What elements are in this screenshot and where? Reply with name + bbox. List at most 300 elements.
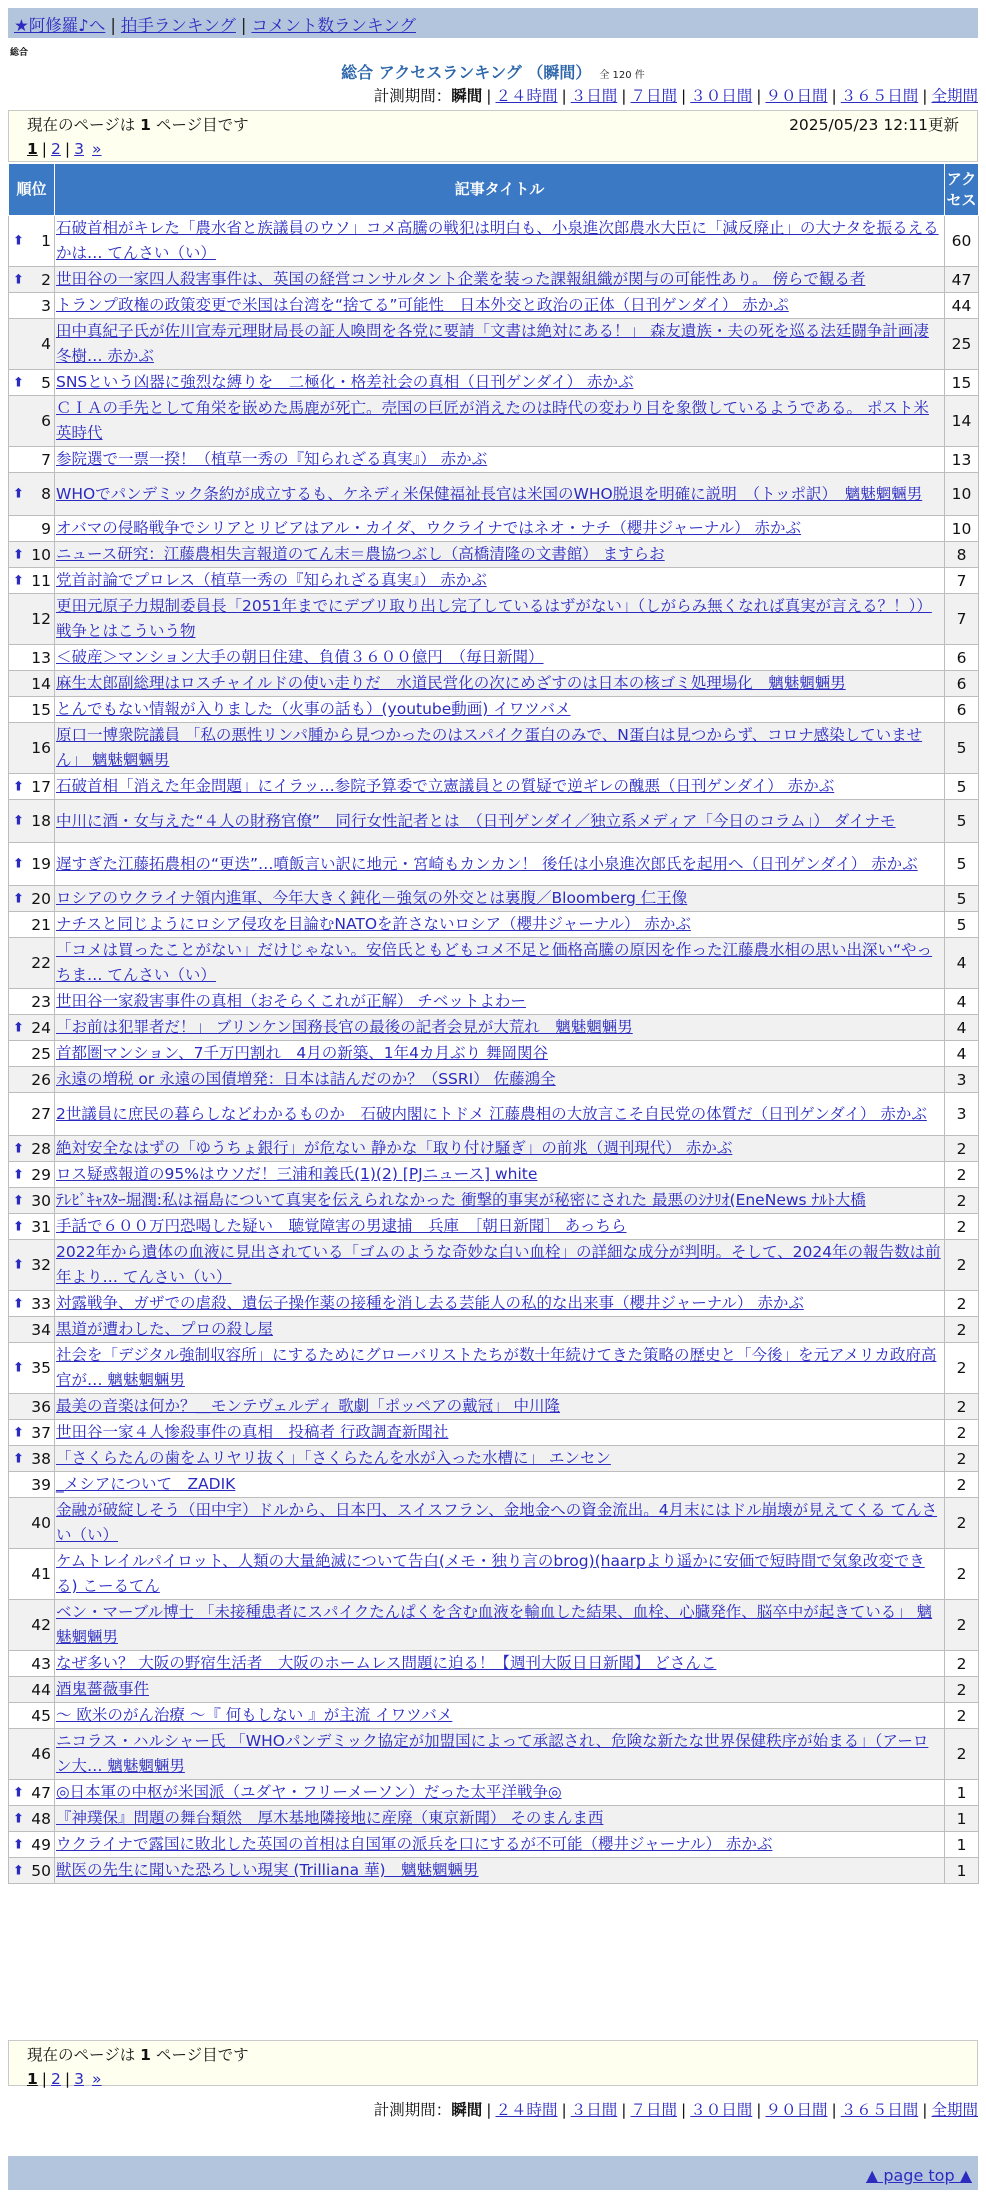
rank-cell (9, 542, 55, 568)
title-cell (55, 1472, 945, 1498)
access-count: 4 (945, 1041, 979, 1067)
access-count: 2 (945, 1651, 979, 1677)
article-link[interactable]: 党首討論でプロレス（植草一秀の『知られざる真実』） 赤かぶ (56, 571, 487, 589)
nav-link-asyura[interactable]: ★阿修羅♪へ (14, 16, 106, 35)
rank-number: 28 (31, 1139, 51, 1158)
access-count: 7 (945, 568, 979, 594)
title-cell (55, 1162, 945, 1188)
table-row (9, 1093, 979, 1136)
title-cell (55, 774, 945, 800)
rank-cell (9, 568, 55, 594)
col-header-title: 記事タイトル (55, 164, 945, 216)
col-header-access: アクセス (945, 164, 979, 216)
article-link[interactable]: 中川に酒・女与えた“４人の財務官僚” 同行女性記者とは （日刊ゲンダイ／独立系メディア「今日のコラム」） ダイナモ (56, 811, 896, 830)
title-cell (55, 1703, 945, 1729)
access-count: 13 (945, 447, 979, 473)
rank-cell (9, 447, 55, 473)
period-separator: | (621, 87, 627, 105)
rank-number: 49 (31, 1835, 51, 1854)
period-separator: | (831, 87, 837, 105)
access-count: 1 (945, 1780, 979, 1806)
access-count: 4 (945, 989, 979, 1015)
article-link[interactable]: 永遠の増税 or 永遠の国債増発：日本は詰んだのか？（SSRI） 佐藤鴻全 (56, 1070, 556, 1088)
rank-up-arrow-icon: ⬆ (13, 1837, 24, 1852)
rank-up-arrow-icon: ⬆ (13, 813, 24, 829)
table-row (9, 1214, 979, 1240)
footer-bar (8, 2156, 978, 2190)
page-next-link[interactable]: » (92, 2070, 102, 2088)
rank-cell (9, 1600, 55, 1651)
access-count: 5 (945, 774, 979, 800)
access-count: 2 (945, 1188, 979, 1214)
rank-up-arrow-icon: ⬆ (13, 272, 24, 287)
article-link[interactable]: ロス疑惑報道の95%はウソだ！三浦和義氏(1)(2) [PJニュース] white (56, 1165, 538, 1183)
title-cell (55, 594, 945, 645)
period-30d[interactable]: ３０日間 (690, 2101, 753, 2119)
article-link[interactable]: 石破首相がキレた「農水省と族議員のウソ」コメ高騰の戦犯は明白も、小泉進次郎農水大臣に「減反廃止」の大ナタを振るえるかは… てんさい（い） (56, 219, 939, 262)
article-link[interactable]: ケムトレイルパイロット、人類の大量絶滅について告白(メモ・独り言のbrog)(haarpより遥かに安価で短時間で気象改変できる) こーるてん (56, 1552, 925, 1595)
page-status (27, 2043, 249, 2065)
table-row (9, 1188, 979, 1214)
table-row (9, 542, 979, 568)
article-link[interactable]: 田中真紀子氏が佐川宣寿元理財局長の証人喚問を各党に要請「文書は絶対にある！」 森友遺族・夫の死を巡る法廷闘争計画凄冬樹… 赤かぶ (56, 322, 929, 365)
title-cell (55, 1214, 945, 1240)
period-30d[interactable]: ３０日間 (690, 87, 753, 105)
access-count: 2 (945, 1240, 979, 1291)
table-row (9, 1472, 979, 1498)
article-link[interactable]: とんでもない情報が入りました（火事の話も）(youtube動画) イワツバメ (56, 700, 571, 718)
page-current: 1 (27, 140, 38, 158)
access-count: 2 (945, 1703, 979, 1729)
table-row (9, 1858, 979, 1884)
title-cell (55, 800, 945, 843)
article-link[interactable]: ニュース研究：江藤農相失言報道のてん末＝農協つぶし（高橋清隆の文書館） ますらお (56, 545, 665, 563)
nav-separator: | (240, 16, 247, 35)
rank-cell (9, 1549, 55, 1600)
article-link[interactable]: 対露戦争、ガザでの虐殺、遺伝子操作薬の接種を消し去る芸能人の私的な出来事（櫻井ジャーナル） 赤かぶ (56, 1294, 804, 1312)
rank-up-arrow-icon: ⬆ (13, 779, 24, 794)
page-info-bottom (8, 2040, 978, 2086)
article-link[interactable]: 「お前は犯罪者だ！」 ブリンケン国務長官の最後の記者会見が大荒れ 魑魅魍魎男 (56, 1018, 633, 1036)
pagination-bottom (27, 2070, 959, 2088)
rank-number: 45 (31, 1706, 51, 1725)
article-link[interactable]: トランプ政権の政策変更で米国は台湾を“捨てる”可能性 日本外交と政治の正体（日刊ゲンダイ） 赤かぷ (56, 296, 789, 314)
access-count: 6 (945, 697, 979, 723)
article-link[interactable]: 絶対安全なはずの「ゆうちょ銀行」が危ない 静かな「取り付け騒ぎ」の前兆（週刊現代） 赤かぶ (56, 1139, 733, 1157)
page-link-3[interactable]: 3 (74, 140, 85, 158)
table-row (9, 1067, 979, 1093)
title-cell (55, 1317, 945, 1343)
rank-cell (9, 989, 55, 1015)
rank-cell (9, 1394, 55, 1420)
table-row (9, 843, 979, 886)
rank-number: 42 (31, 1616, 51, 1634)
rank-up-arrow-icon: ⬆ (13, 1167, 24, 1182)
article-link[interactable]: 2世議員に庶民の暮らしなどわかるものか 石破内閣にトドメ 江藤農相の大放言こそ自民党の体質だ（日刊ゲンダイ） 赤かぶ (56, 1104, 927, 1123)
access-count: 2 (945, 1291, 979, 1317)
title-cell (55, 1041, 945, 1067)
period-separator: | (486, 2101, 492, 2119)
rank-number: 46 (31, 1745, 51, 1763)
access-count: 2 (945, 1472, 979, 1498)
title-cell (55, 1806, 945, 1832)
rank-number: 26 (31, 1070, 51, 1089)
period-3d[interactable]: ３日間 (570, 2101, 618, 2119)
access-count: 6 (945, 671, 979, 697)
rank-number: 39 (31, 1475, 51, 1494)
rank-number: 18 (31, 812, 51, 830)
access-count: 7 (945, 594, 979, 645)
article-link[interactable]: 「さくらたんの歯をムリヤリ抜く」「さくらたんを水が入った水槽に」 エンセン (56, 1449, 611, 1467)
article-link[interactable]: _メシアについて ZADIK (56, 1475, 236, 1493)
article-link[interactable]: ロシアのウクライナ領内進軍、今年大きく鈍化－強気の外交とは裏腹／Bloomberg 仁王像 (56, 889, 688, 907)
article-link[interactable]: 更田元原子力規制委員長「2051年までにデブリ取り出し完了しているはずがない」（しがらみ無くなれば真実が言える？！）） 戦争とはこういう物 (56, 597, 932, 640)
article-link[interactable]: SNSという凶器に強烈な縛りを 二極化・格差社会の真相（日刊ゲンダイ） 赤かぶ (56, 373, 634, 391)
rank-number: 47 (31, 1783, 51, 1802)
article-link[interactable]: 最美の音楽は何か？＿モンテヴェルディ 歌劇「ポッペアの戴冠」 中川隆 (56, 1397, 560, 1415)
period-24h[interactable]: ２４時間 (495, 2101, 558, 2119)
access-count: 1 (945, 1806, 979, 1832)
access-count: 2 (945, 1549, 979, 1600)
table-row (9, 1651, 979, 1677)
rank-cell (9, 473, 55, 516)
period-separator: | (681, 2101, 687, 2119)
rank-cell (9, 938, 55, 989)
access-count: 2 (945, 1394, 979, 1420)
rank-number: 13 (31, 648, 51, 667)
title-cell (55, 1446, 945, 1472)
rank-number: 24 (31, 1018, 51, 1037)
title-cell (55, 1549, 945, 1600)
rank-cell (9, 1067, 55, 1093)
rank-number: 16 (31, 739, 51, 757)
rank-number: 9 (41, 519, 51, 538)
title-cell (55, 396, 945, 447)
rank-cell (9, 516, 55, 542)
article-link[interactable]: 世田谷一家殺害事件の真相（おそらくこれが正解） チベットよわー (56, 992, 526, 1010)
rank-up-arrow-icon: ⬆ (13, 486, 24, 502)
title-cell (55, 216, 945, 267)
article-link[interactable]: 石破首相「消えた年金問題」にイラッ…参院予算委で立憲議員との質疑で逆ギレの醜悪（日刊ゲンダイ） 赤かぶ (56, 777, 835, 795)
table-row (9, 1703, 979, 1729)
table-row (9, 800, 979, 843)
table-row (9, 1600, 979, 1651)
table-row (9, 989, 979, 1015)
period-all[interactable]: 全期間 (931, 87, 978, 105)
table-row (9, 1677, 979, 1703)
rank-number: 19 (31, 855, 51, 873)
title-cell (55, 1498, 945, 1549)
access-count: 47 (945, 267, 979, 293)
article-link[interactable]: 世田谷の一家四人殺害事件は、英国の経営コンサルタント企業を装った課報組織が関与の可能性あり。 傍らで観る者 (56, 270, 866, 288)
rank-number: 41 (31, 1565, 51, 1583)
article-link[interactable]: 参院選で一票一揆！（植草一秀の『知られざる真実』） 赤かぶ (56, 450, 488, 468)
access-count: 5 (945, 843, 979, 886)
title-cell (55, 1093, 945, 1136)
rank-cell (9, 1677, 55, 1703)
period-separator: | (621, 2101, 627, 2119)
period-7d[interactable]: ７日間 (630, 2101, 677, 2119)
page-top-link[interactable]: ▲ page top ▲ (865, 2166, 972, 2185)
rank-cell (9, 912, 55, 938)
article-link[interactable]: ベン・マーブル博士 「未接種患者にスパイクたんぱくを含む血液を輸血した結果、血栓、心臓発作、脳卒中が起きている」 魑魅魍魎男 (56, 1603, 933, 1646)
access-count: 8 (945, 542, 979, 568)
col-header-rank: 順位 (9, 164, 55, 216)
rank-cell (9, 1291, 55, 1317)
rank-number: 33 (31, 1294, 51, 1313)
article-link[interactable]: 世田谷一家４人惨殺事件の真相 投稿者 行政調査新聞社 (56, 1423, 449, 1441)
article-link[interactable]: ウクライナで露国に敗北した英国の首相は自国軍の派兵を口にするが不可能（櫻井ジャーナル） 赤かぶ (56, 1835, 773, 1853)
access-count: 25 (945, 319, 979, 370)
title-cell (55, 516, 945, 542)
pagination-top (27, 140, 959, 158)
title-cell (55, 697, 945, 723)
title-cell (55, 723, 945, 774)
access-count: 4 (945, 938, 979, 989)
page-status-suffix: ページ目です (155, 116, 249, 134)
rank-up-arrow-icon: ⬆ (13, 891, 24, 906)
title-cell (55, 645, 945, 671)
period-separator: | (561, 2101, 567, 2119)
table-header-row (9, 164, 979, 216)
rank-cell (9, 843, 55, 886)
article-link[interactable]: 獣医の先生に聞いた恐ろしい現実 (Trilliana 華) 魑魅魍魎男 (56, 1861, 479, 1879)
rank-up-arrow-icon: ⬆ (13, 1785, 24, 1800)
article-link[interactable]: 黒道が遭わした、プロの殺し屋 (56, 1320, 274, 1338)
article-link[interactable]: WHOでパンデミック条約が成立するも、ケネディ米保健福祉長官は米国のWHO脱退を明確に説明 （トッポ訳） 魑魅魍魎男 (56, 484, 923, 503)
article-link[interactable]: ＜破産＞マンション大手の朝日住建、負債３６００億円 （毎日新聞） (56, 648, 544, 666)
period-all[interactable]: 全期間 (931, 2101, 978, 2119)
rank-cell (9, 1240, 55, 1291)
title-cell (55, 267, 945, 293)
table-row (9, 1291, 979, 1317)
period-separator: | (831, 2101, 837, 2119)
period-365d[interactable]: ３６５日間 (840, 2101, 919, 2119)
article-link[interactable]: ◎日本軍の中枢が米国派（ユダヤ・フリーメーソン）だった太平洋戦争◎ (56, 1783, 562, 1801)
table-row (9, 645, 979, 671)
title-cell (55, 1729, 945, 1780)
nav-link-comment-ranking[interactable]: コメント数ランキング (251, 16, 416, 35)
rank-cell (9, 800, 55, 843)
rank-number: 36 (31, 1397, 51, 1416)
article-link[interactable]: 首都圏マンション、7千万円割れ 4月の新築、1年4カ月ぶり 舞岡関谷 (56, 1044, 548, 1062)
rank-number: 17 (31, 777, 51, 796)
article-link[interactable]: 〜 欧米のがん治療 〜『 何もしない 』が主流 イワツバメ (56, 1706, 453, 1724)
rank-cell (9, 723, 55, 774)
access-count: 2 (945, 1446, 979, 1472)
page-info-top (8, 110, 978, 162)
rank-cell (9, 396, 55, 447)
category-label: 総合 (10, 48, 29, 58)
period-90d[interactable]: ９０日間 (765, 2101, 828, 2119)
article-link[interactable]: オバマの侵略戦争でシリアとリビアはアル・カイダ、ウクライナではネオ・ナチ（櫻井ジャーナル） 赤かぶ (56, 519, 802, 537)
access-count: 1 (945, 1858, 979, 1884)
title-cell (55, 1677, 945, 1703)
article-link[interactable]: 金融が破綻しそう（田中宇）ドルから、日本円、スイスフラン、金地金への資金流出。4月末にはドル崩壊が見えてくる てんさい（い） (56, 1501, 938, 1544)
article-link[interactable]: 酒鬼薔薇事件 (56, 1680, 150, 1698)
article-link[interactable]: 社会を「デジタル強制収容所」にするためにグローバリストたちが数十年続けてきた策略の歴史と「今後」を元アメリカ政府高官が… 魑魅魍魎男 (56, 1346, 937, 1389)
page-status (27, 113, 249, 135)
table-row (9, 1162, 979, 1188)
table-row (9, 1806, 979, 1832)
title-cell (55, 1015, 945, 1041)
rank-cell (9, 293, 55, 319)
table-row (9, 370, 979, 396)
article-link[interactable]: ナチスと同じようにロシア侵攻を目論むNATOを許さないロシア（櫻井ジャーナル） 赤かぶ (56, 915, 691, 933)
rank-number: 8 (41, 485, 51, 503)
title-cell (55, 1780, 945, 1806)
title-cell (55, 1651, 945, 1677)
article-link[interactable]: 遅すぎた江藤拓農相の“更迭”…噴飯言い訳に地元・宮崎もカンカン！ 後任は小泉進次郎氏を起用へ（日刊ゲンダイ） 赤かぶ (56, 854, 918, 873)
rank-up-arrow-icon: ⬆ (13, 1219, 24, 1234)
page-status-prefix: 現在のページは (27, 2046, 136, 2064)
page-status-prefix: 現在のページは (27, 116, 136, 134)
period-separator: | (756, 87, 762, 105)
nav-separator: | (110, 16, 116, 35)
rank-number: 43 (31, 1654, 51, 1673)
updated-time: 2025/05/23 12:11更新 (789, 116, 959, 134)
article-link[interactable]: なぜ多い？ 大阪の野宿生活者 大阪のホームレス問題に迫る！【週刊大阪日日新聞】 どさんこ (56, 1654, 717, 1672)
period-current: 瞬間 (451, 2101, 483, 2119)
rank-number: 23 (31, 992, 51, 1011)
rank-number: 15 (31, 700, 51, 719)
article-link[interactable]: 麻生太郎副総理はロスチャイルドの使い走りだ 水道民営化の次にめざすのは日本の核ゴミ処理場化 魑魅魍魎男 (56, 674, 846, 692)
access-count: 2 (945, 1677, 979, 1703)
period-separator: | (561, 87, 567, 105)
period-selector-top (374, 84, 978, 106)
period-90d[interactable]: ９０日間 (765, 87, 828, 105)
table-row (9, 293, 979, 319)
page-link-3[interactable]: 3 (74, 2070, 85, 2088)
rank-up-arrow-icon: ⬆ (13, 1141, 24, 1156)
rank-cell (9, 1806, 55, 1832)
title-cell (55, 1067, 945, 1093)
access-count: 2 (945, 1343, 979, 1394)
article-link[interactable]: 『神璞保』問題の舞台類然 厚木基地隣接地に産廃（東京新聞） そのまんま西 (56, 1809, 604, 1827)
rank-cell (9, 1136, 55, 1162)
rank-cell (9, 645, 55, 671)
article-link[interactable]: ニコラス・ハルシャー氏 「WHOパンデミック協定が加盟国によって承認され、危険な新たな世界保健秩序が始まる」（アーロン大… 魑魅魍魎男 (56, 1732, 929, 1775)
article-link[interactable]: 手話で６００万円恐喝した疑い 聴覚障害の男逮捕 兵庫 ［朝日新聞］ あっちら (56, 1217, 627, 1235)
period-7d[interactable]: ７日間 (630, 87, 677, 105)
table-row (9, 1780, 979, 1806)
article-link[interactable]: 2022年から遺体の血液に見出されている「ゴムのような奇妙な白い血栓」の詳細な成分が判明。そして、2024年の報告数は前年より… てんさい（い） (56, 1243, 941, 1286)
article-link[interactable]: 原口一博衆院議員 「私の悪性リンパ腫から見つかったのはスパイク蛋白のみで、N蛋白は見つからず、コロナ感染していません」 魑魅魍魎男 (56, 726, 923, 769)
period-separator: | (922, 87, 928, 105)
page-link-2[interactable]: 2 (51, 140, 61, 158)
access-count: 60 (945, 216, 979, 267)
table-row (9, 516, 979, 542)
rank-number: 4 (41, 335, 51, 353)
rank-number: 31 (31, 1217, 51, 1236)
rank-number: 2 (41, 270, 51, 289)
title-cell (55, 1832, 945, 1858)
rank-number: 5 (41, 373, 51, 392)
title-cell (55, 1420, 945, 1446)
period-365d[interactable]: ３６５日間 (840, 87, 919, 105)
table-row (9, 1343, 979, 1394)
ranking-rows (9, 216, 979, 1884)
rank-up-arrow-icon: ⬆ (13, 1360, 24, 1376)
access-count: 2 (945, 1729, 979, 1780)
access-count: 15 (945, 370, 979, 396)
table-row (9, 1729, 979, 1780)
table-row (9, 774, 979, 800)
table-row (9, 723, 979, 774)
rank-number: 40 (31, 1514, 51, 1532)
access-count: 1 (945, 1832, 979, 1858)
table-row (9, 594, 979, 645)
rank-cell (9, 1188, 55, 1214)
rank-number: 48 (31, 1809, 51, 1828)
title-cell (55, 843, 945, 886)
rank-number: 20 (31, 889, 51, 908)
rank-number: 30 (31, 1191, 51, 1210)
article-link[interactable]: ﾃﾚﾋﾞｷｬｽﾀｰ堀潤:私は福島について真実を伝えられなかった 衝撃的事実が秘密にされた 最悪のｼﾅﾘｵ(EneNews ﾅﾙﾄ大橋 (56, 1191, 866, 1209)
table-row (9, 473, 979, 516)
title-cell (55, 370, 945, 396)
rank-number: 10 (31, 545, 51, 564)
title-cell (55, 542, 945, 568)
title-cell (55, 1858, 945, 1884)
rank-cell (9, 1780, 55, 1806)
rank-number: 44 (31, 1680, 51, 1699)
access-count: 2 (945, 1600, 979, 1651)
title-cell (55, 1343, 945, 1394)
rank-cell (9, 1317, 55, 1343)
nav-link-clap-ranking[interactable]: 拍手ランキング (120, 16, 236, 35)
table-row (9, 1498, 979, 1549)
page-next-link[interactable]: » (92, 140, 102, 158)
title-cell (55, 1394, 945, 1420)
table-row (9, 216, 979, 267)
rank-cell (9, 1703, 55, 1729)
rank-cell (9, 1041, 55, 1067)
rank-number: 14 (31, 674, 51, 693)
page-separator: | (41, 2070, 48, 2088)
page-title-line (0, 60, 986, 83)
title-cell (55, 319, 945, 370)
period-separator: | (486, 87, 492, 105)
table-row (9, 568, 979, 594)
access-count: 6 (945, 645, 979, 671)
access-count: 2 (945, 1136, 979, 1162)
rank-up-arrow-icon: ⬆ (13, 856, 24, 872)
article-link[interactable]: ＣＩＡの手先として角栄を嵌めた馬鹿が死亡。売国の巨匠が消えたのは時代の変わり目を象徴しているようである。 ポスト米英時代 (56, 399, 929, 442)
rank-number: 37 (31, 1423, 51, 1442)
rank-number: 22 (31, 954, 51, 972)
rank-cell (9, 1214, 55, 1240)
title-cell (55, 1600, 945, 1651)
page-status-suffix: ページ目です (155, 2046, 249, 2064)
page-link-2[interactable]: 2 (51, 2070, 61, 2088)
period-3d[interactable]: ３日間 (570, 87, 618, 105)
table-row (9, 697, 979, 723)
rank-cell (9, 1498, 55, 1549)
title-cell (55, 473, 945, 516)
title-cell (55, 912, 945, 938)
article-link[interactable]: 「コメは買ったことがない」だけじゃない。安倍氏ともどもコメ不足と価格高騰の原因を作った江藤農水相の思い出深い“やっちま… てんさい（い） (56, 941, 933, 984)
access-count: 3 (945, 1093, 979, 1136)
rank-up-arrow-icon: ⬆ (13, 375, 24, 390)
access-count: 5 (945, 886, 979, 912)
title-cell (55, 989, 945, 1015)
period-24h[interactable]: ２４時間 (495, 87, 558, 105)
page-status-number: 1 (140, 2046, 151, 2064)
rank-number: 21 (31, 915, 51, 934)
access-count: 10 (945, 516, 979, 542)
rank-cell (9, 886, 55, 912)
